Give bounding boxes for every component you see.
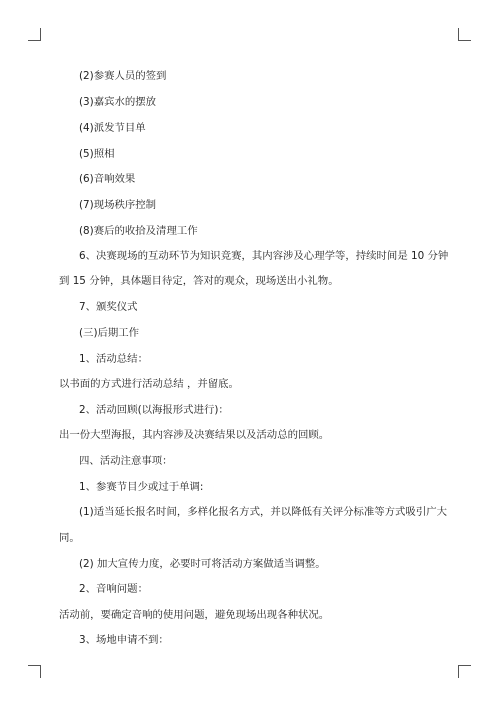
paragraph-line: (2) 加大宣传力度，必要时可将活动方案做适当调整。 (79, 558, 326, 570)
section-heading: 7、颁奖仪式 (79, 301, 138, 313)
paragraph-line: 出一份大型海报，其内容涉及决赛结果以及活动总的回顾。 (59, 429, 330, 441)
list-item: (3)嘉宾水的摆放 (79, 96, 157, 108)
crop-mark-top-right (458, 28, 471, 41)
paragraph-line: 到 15 分钟，具体题目待定，答对的观众，现场送出小礼物。 (59, 275, 339, 287)
list-item: (5)照相 (79, 148, 115, 160)
section-heading: 2、活动回顾(以海报形式进行)： (79, 404, 229, 416)
list-item: (8)赛后的收拾及清理工作 (79, 225, 198, 237)
paragraph-line: 活动前，要确定音响的使用问题，避免现场出现各种状况。 (59, 609, 330, 621)
section-heading: 1、活动总结： (79, 353, 148, 365)
paragraph-line: 以书面的方式进行活动总结 ，并留底。 (59, 378, 239, 390)
section-heading: 2、音响问题： (79, 583, 148, 595)
paragraph-line: (1)适当延长报名时间，多样化报名方式，并以降低有关评分标准等方式吸引广大 (79, 506, 447, 518)
list-item: (4)派发节目单 (79, 122, 146, 134)
list-item: (6)音响效果 (79, 173, 136, 185)
list-item: (7)现场秩序控制 (79, 199, 157, 211)
paragraph-line: 6、决赛现场的互动环节为知识竞赛，其内容涉及心理学等，持续时间是 10 分钟 (79, 250, 449, 262)
section-heading: 3、场地申请不到： (79, 634, 169, 646)
crop-mark-bottom-left (28, 665, 41, 678)
crop-mark-bottom-right (458, 665, 471, 678)
paragraph-line: 同。 (59, 532, 80, 544)
section-heading: (三)后期工作 (79, 327, 140, 339)
crop-mark-top-left (28, 28, 41, 41)
list-item: (2)参赛人员的签到 (79, 70, 167, 82)
section-heading: 四、活动注意事项： (79, 455, 173, 467)
section-heading: 1、参赛节目少或过于单调: (79, 481, 204, 493)
